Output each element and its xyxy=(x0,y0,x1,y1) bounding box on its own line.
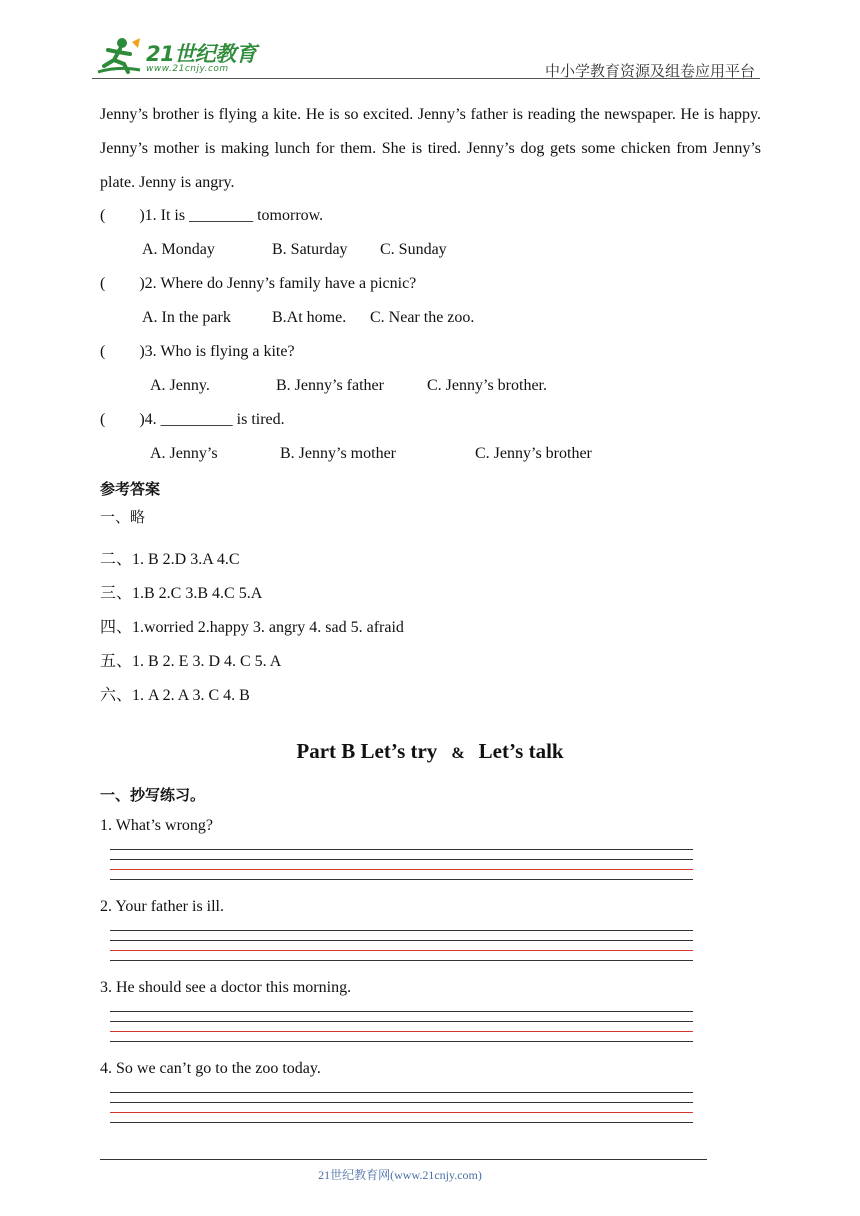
q2-option-a: A. In the park xyxy=(142,309,231,326)
question-4 xyxy=(100,411,285,429)
answer-paren: ( xyxy=(100,207,106,224)
copy-item-1: 1. What’s wrong? xyxy=(100,817,214,834)
q1-option-c: C. Sunday xyxy=(380,241,447,258)
answer-line-4: 四、1.worried 2.happy 3. angry 4. sad 5. afraid xyxy=(100,619,404,636)
question-1 xyxy=(100,207,323,225)
writing-lines-2[interactable] xyxy=(110,930,693,962)
answer-line-1: 一、略 xyxy=(100,508,146,526)
logo-url: www.21cnjy.com xyxy=(146,64,229,74)
logo-text: 21世纪教育 xyxy=(146,42,257,66)
answer-line-6: 六、1. A 2. A 3. C 4. B xyxy=(100,687,250,704)
q2-option-c: C. Near the zoo. xyxy=(370,309,475,326)
answer-line-2: 二、1. B 2.D 3.A 4.C xyxy=(100,551,240,568)
footer-divider xyxy=(100,1159,707,1160)
title-right: Let’s talk xyxy=(478,739,564,763)
section-title xyxy=(0,739,860,764)
copy-item-4: 4. So we can’t go to the zoo today. xyxy=(100,1060,321,1077)
question-text: )1. It is ________ tomorrow. xyxy=(139,207,324,224)
question-2 xyxy=(100,275,416,293)
answer-paren: ( xyxy=(100,343,106,360)
answer-paren: ( xyxy=(100,275,106,292)
question-3 xyxy=(100,343,295,361)
q1-option-b: B. Saturday xyxy=(272,241,348,258)
site-logo xyxy=(92,36,262,80)
question-text: )2. Where do Jenny’s family have a picnic? xyxy=(139,275,417,292)
answers-heading: 参考答案 xyxy=(100,480,161,498)
runner-logo-icon xyxy=(92,36,144,80)
footer-link[interactable]: 21世纪教育网(www.21cnjy.com) xyxy=(318,1168,482,1182)
q3-option-c: C. Jenny’s brother. xyxy=(427,377,547,394)
q4-option-c: C. Jenny’s brother xyxy=(475,445,592,462)
q2-option-b: B.At home. xyxy=(272,309,347,326)
copy-exercise-heading: 一、抄写练习。 xyxy=(100,786,206,804)
writing-lines-4[interactable] xyxy=(110,1092,693,1124)
question-text: )3. Who is flying a kite? xyxy=(139,343,295,360)
q4-option-a: A. Jenny’s xyxy=(150,445,218,462)
header-divider xyxy=(92,78,760,79)
writing-lines-3[interactable] xyxy=(110,1011,693,1043)
q1-option-a: A. Monday xyxy=(142,241,215,258)
header-platform-text: 中小学教育资源及组卷应用平台 xyxy=(544,62,755,80)
title-ampersand: & xyxy=(451,745,465,762)
copy-item-2: 2. Your father is ill. xyxy=(100,898,224,915)
q3-option-b: B. Jenny’s father xyxy=(276,377,384,394)
copy-item-3: 3. He should see a doctor this morning. xyxy=(100,979,352,996)
answer-paren: ( xyxy=(100,411,106,428)
q3-option-a: A. Jenny. xyxy=(150,377,210,394)
reading-passage: Jenny’s brother is flying a kite. He is so excited. Jenny’s father is reading the newspaper. He is happy. Jenny’s mother is making lunch for them. She is tired. Jenny’s dog gets some chicken from Jenny’s plate. Jenny is angry. xyxy=(100,106,761,191)
answer-line-3: 三、1.B 2.C 3.B 4.C 5.A xyxy=(100,585,263,602)
q4-option-b: B. Jenny’s mother xyxy=(280,445,396,462)
question-text: )4. _________ is tired. xyxy=(139,411,285,428)
title-left: Part B Let’s try xyxy=(296,739,438,763)
answer-line-5: 五、1. B 2. E 3. D 4. C 5. A xyxy=(100,653,282,670)
writing-lines-1[interactable] xyxy=(110,849,693,881)
